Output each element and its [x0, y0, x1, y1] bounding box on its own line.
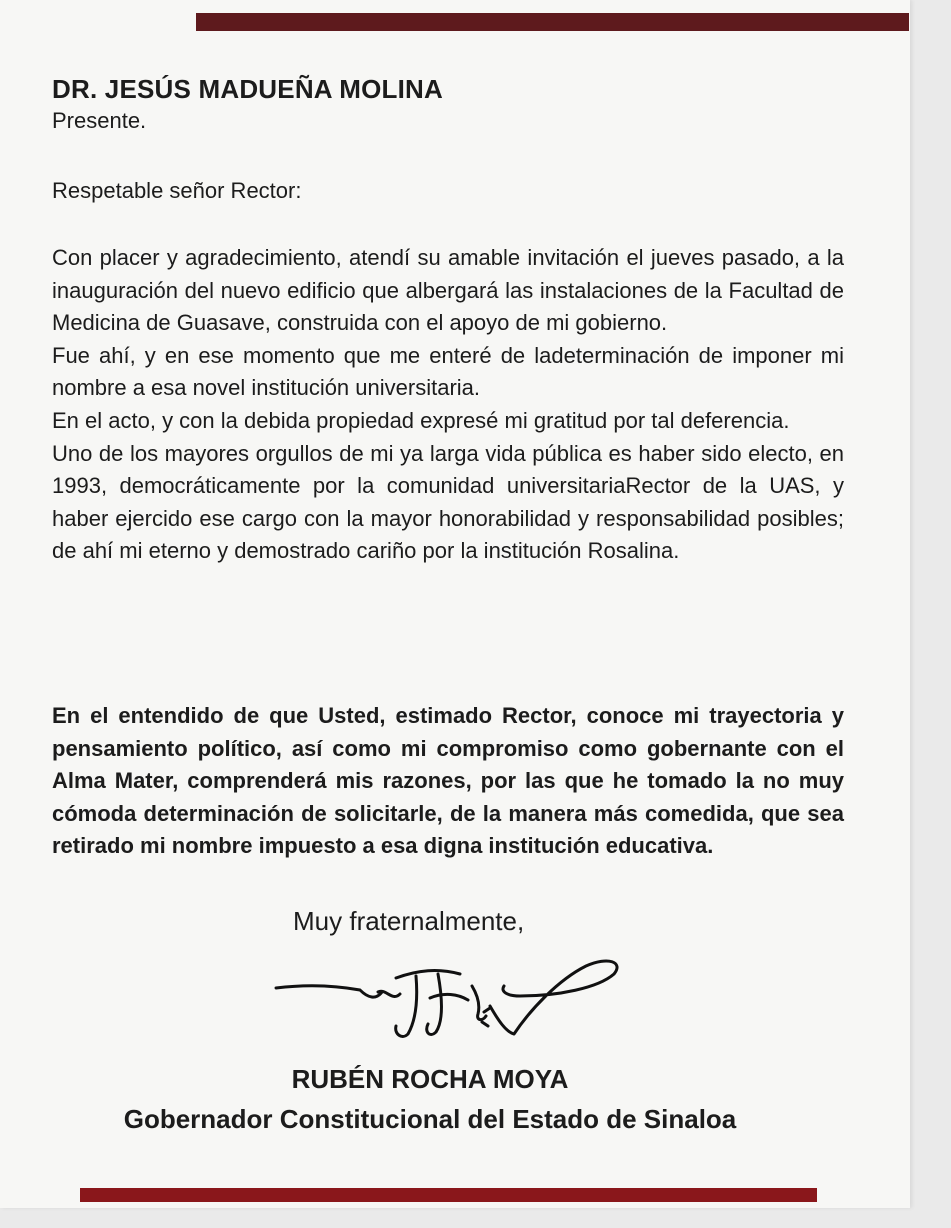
addressee-name: DR. JESÚS MADUEÑA MOLINA — [52, 74, 443, 104]
presente-line: Presente. — [52, 108, 147, 133]
closing-paragraph: En el entendido de que Usted, estimado Rector, conoce mi trayectoria y pensamiento político, así como mi compromiso como gobernante con el Alma Mater, comprenderá mis razones, por las que he tomado la no muy cómoda determinación de solicitarle, de la manera más comedida, que sea retirado mi nombre impuesto a esa digna institución educativa. — [52, 703, 844, 859]
body-paragraph: Fue ahí, y en ese momento que me enteré de ladeterminación de imponer mi nombre a esa novel institución universitaria. — [52, 342, 844, 401]
body-paragraph: Uno de los mayores orgullos de mi ya larga vida pública es haber sido electo, en 1993, democráticamente por la comunidad universitariaRector de la UAS, y haber ejercido ese cargo con la mayor honorabilidad y responsabilidad posibles; de ahí mi eterno y demostrado cariño por la institución Rosalina. — [52, 440, 844, 564]
bottom-decorative-bar — [80, 1188, 817, 1202]
handwritten-signature — [268, 940, 628, 1050]
body-paragraph: En el acto, y con la debida propiedad expresé mi gratitud por tal deferencia. — [52, 407, 790, 433]
body-paragraph: Con placer y agradecimiento, atendí su amable invitación el jueves pasado, a la inauguración del nuevo edificio que albergará las instalaciones de la Facultad de Medicina de Guasave, construida con el apoyo de mi gobierno. — [52, 245, 844, 336]
farewell-line: Muy fraternalmente, — [293, 906, 525, 936]
signer-name: RUBÉN ROCHA MOYA — [291, 1064, 569, 1094]
signer-title: Gobernador Constitucional del Estado de Sinaloa — [123, 1104, 737, 1134]
letter-body — [52, 242, 844, 568]
top-decorative-bar — [196, 13, 909, 31]
salutation: Respetable señor Rector: — [52, 178, 302, 203]
